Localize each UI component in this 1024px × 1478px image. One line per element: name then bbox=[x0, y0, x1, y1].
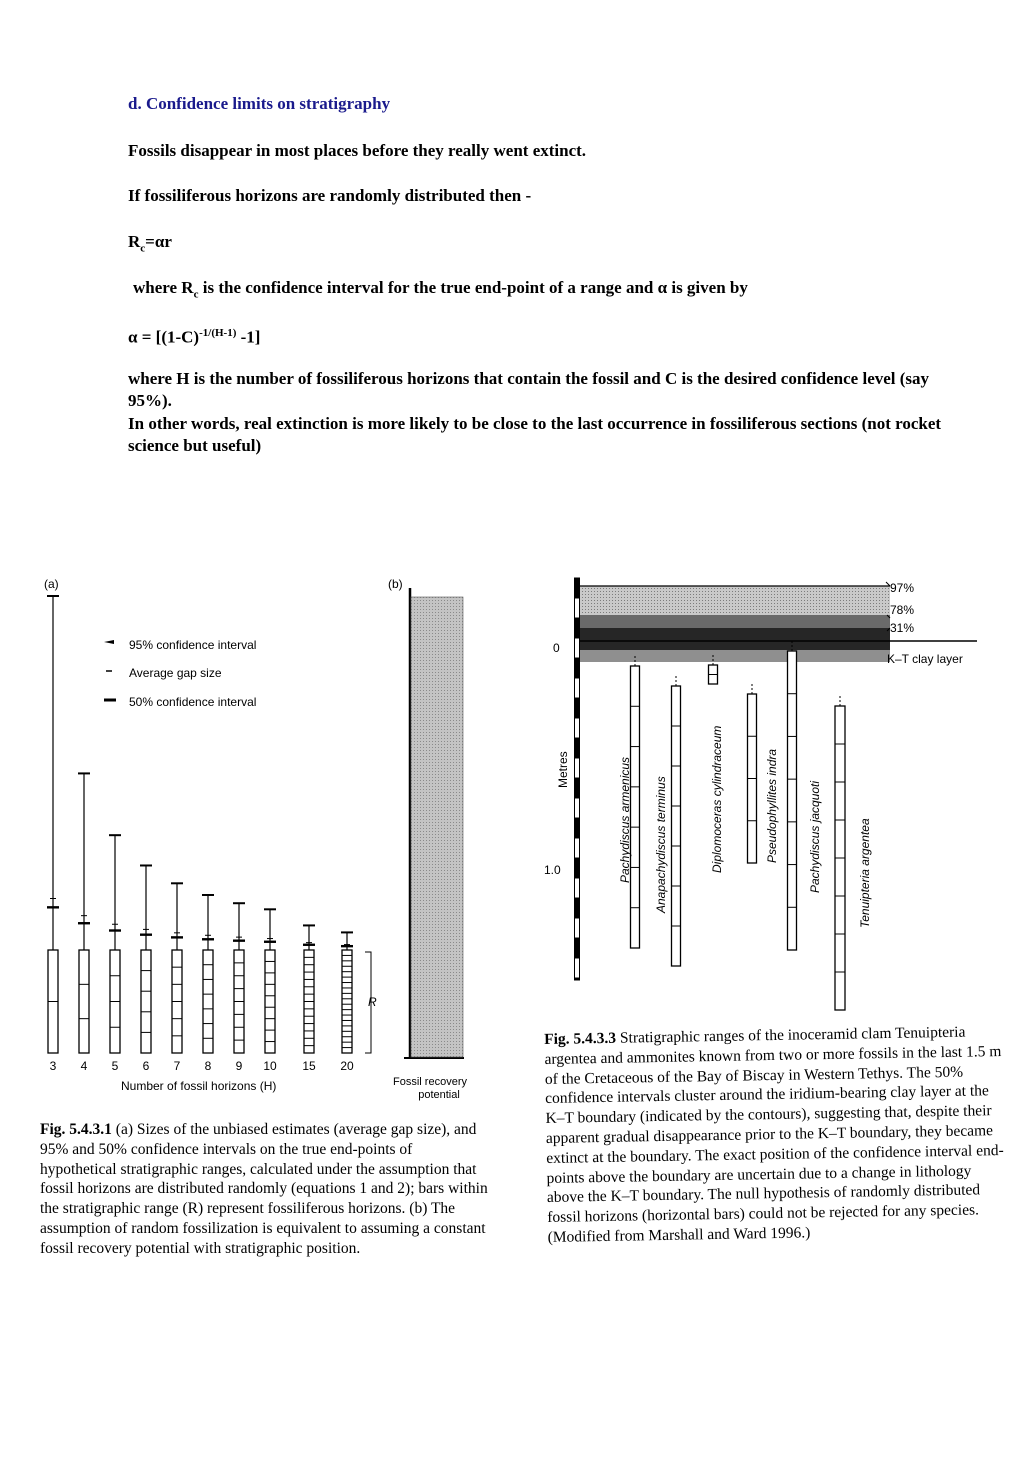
scale-segment bbox=[575, 698, 580, 718]
x-axis-label: Number of fossil horizons (H) bbox=[121, 1079, 277, 1093]
depth-scale bbox=[575, 578, 580, 980]
scale-segment bbox=[575, 758, 580, 778]
recovery-potential-area bbox=[411, 597, 463, 1057]
x-tick-label: 15 bbox=[302, 1059, 316, 1073]
scale-segment bbox=[575, 918, 580, 938]
clay-layer-band bbox=[580, 628, 890, 650]
panel-a-label: (a) bbox=[44, 577, 59, 591]
text-line-1: Fossils disappear in most places before they really went extinct. bbox=[128, 141, 587, 160]
x-tick-label: 5 bbox=[111, 1059, 119, 1073]
ci-column bbox=[109, 835, 121, 1073]
text-line-2: If fossiliferous horizons are randomly distributed then - bbox=[128, 186, 532, 205]
ci-column bbox=[78, 773, 90, 1073]
depth-label-1: 1.0 bbox=[544, 863, 561, 877]
contour-31-label: 31% bbox=[890, 621, 915, 635]
ci-column bbox=[171, 883, 183, 1073]
species-label-6: Tenuipteria argentea bbox=[858, 818, 872, 928]
ci-column bbox=[340, 932, 354, 1073]
fig1-caption: Fig. 5.4.3.1 (a) Sizes of the unbiased estimates (average gap size), and 95% and 50% confidence intervals on the true end-points of hypothetical stratigraphic ranges, calculated under the assumption that fossil horizons are distributed randomly (equations 1 and 2); bars within the stratigraphic range (R) represent fossiliferous horizons. (b) The assumption of random fossilization is equivalent to assuming a constant fossil recovery potential with stratigraphic position. bbox=[40, 1121, 488, 1257]
scale-segment bbox=[575, 958, 580, 978]
legend-gap: Average gap size bbox=[129, 666, 222, 680]
contour-97-label: 97% bbox=[890, 581, 915, 595]
ci-column bbox=[202, 895, 214, 1073]
clay-layer-label: K–T clay layer bbox=[887, 652, 963, 666]
ci-column bbox=[263, 909, 277, 1073]
range-box bbox=[79, 950, 89, 1053]
scale-segment bbox=[575, 718, 580, 738]
ci-column bbox=[140, 865, 152, 1073]
figure-kt-ranges bbox=[540, 570, 1000, 1020]
legend-50: 50% confidence interval bbox=[129, 695, 257, 709]
scale-segment bbox=[575, 858, 580, 878]
range-box bbox=[342, 950, 352, 1053]
text-line-4: where H is the number of fossiliferous horizons that contain the fossil and C is the desired confidence level (say 95%). bbox=[128, 369, 930, 410]
panel-b-xlabel-2: potential bbox=[418, 1089, 460, 1101]
x-tick-label: 4 bbox=[80, 1059, 88, 1073]
scale-segment bbox=[575, 638, 580, 658]
scale-segment bbox=[575, 818, 580, 838]
scale-segment bbox=[575, 738, 580, 758]
range-box bbox=[141, 950, 151, 1053]
scale-segment bbox=[575, 898, 580, 918]
range-box bbox=[203, 950, 213, 1053]
figure-confidence-intervals bbox=[30, 570, 500, 1105]
scale-segment bbox=[575, 578, 580, 598]
scale-segment bbox=[575, 978, 580, 980]
range-bar bbox=[788, 651, 797, 950]
range-bar bbox=[672, 686, 681, 966]
text-line-3: where $R_c$ is the confidence interval for the true end-point of a range and α is given by bbox=[133, 278, 748, 301]
species-range bbox=[672, 674, 681, 966]
species-range bbox=[788, 639, 797, 950]
scale-segment bbox=[575, 938, 580, 958]
species-label-1: Pachydiscus armenicus bbox=[618, 756, 632, 883]
x-tick-label: 7 bbox=[173, 1059, 181, 1073]
scale-segment bbox=[575, 798, 580, 818]
range-box bbox=[265, 950, 275, 1053]
species-range bbox=[748, 682, 757, 863]
ci-column bbox=[47, 596, 59, 1073]
panel-b-label: (b) bbox=[388, 577, 403, 591]
scale-segment bbox=[575, 678, 580, 698]
x-tick-label: 20 bbox=[340, 1059, 354, 1073]
fig2-caption: Fig. 5.4.3.3 Stratigraphic ranges of the inoceramid clam Tenuipteria argentea and ammonites known from two or more fossils in the last 1.5 m of the Cretaceous of the Bay of Biscay in Western Tethys. The 50% confidence intervals cluster around the iridium-bearing clay layer at the K–T boundary (indicated by the contours), suggesting that, despite their apparent gradual disappearance prior to the K–T boundary, they became extinct at the boundary. The exact position of the confidence interval end-points above the boundary are uncertain due to a change in lithology above the K–T boundary. The null hypothesis of randomly distributed fossil horizons (horizontal bars) could not be rejected for any species. (Modified from Marshall and Ward 1996.) bbox=[544, 1023, 1004, 1246]
scale-segment bbox=[575, 598, 580, 618]
legend bbox=[104, 638, 256, 709]
contour-31-band bbox=[580, 650, 890, 662]
species-label-3: Diplomoceras cylindraceum bbox=[710, 725, 724, 873]
x-tick-label: 3 bbox=[49, 1059, 57, 1073]
x-tick-label: 10 bbox=[263, 1059, 277, 1073]
formula-rc: $R_c=\alpha r$ bbox=[128, 232, 172, 255]
species-label-4: Pseudophyllites indra bbox=[765, 748, 779, 863]
formula-alpha: $\alpha = [(1-C)^{-1/(H-1)}$ -1] bbox=[128, 327, 261, 347]
species-range bbox=[835, 694, 845, 1010]
text-line-5: In other words, real extinction is more likely to be close to the last occurrence in fossiliferous sections (not rocket science but useful) bbox=[128, 414, 942, 455]
species-label-2: Anapachydiscus terminus bbox=[654, 776, 668, 913]
species-label-5: Pachydiscus jacquoti bbox=[808, 780, 822, 893]
x-tick-label: 6 bbox=[142, 1059, 150, 1073]
scale-segment bbox=[575, 778, 580, 798]
x-tick-label: 8 bbox=[204, 1059, 212, 1073]
legend-95-marker bbox=[104, 640, 114, 644]
scale-segment bbox=[575, 878, 580, 898]
metres-label: Metres bbox=[556, 751, 570, 788]
panel-b-xlabel-1: Fossil recovery bbox=[393, 1076, 467, 1088]
contour-78-label: 78% bbox=[890, 603, 915, 617]
scale-segment bbox=[575, 618, 580, 638]
scale-segment bbox=[575, 838, 580, 858]
legend-95: 95% confidence interval bbox=[129, 638, 257, 652]
x-tick-label: 9 bbox=[235, 1059, 243, 1073]
scale-segment bbox=[575, 658, 580, 678]
depth-label-0: 0 bbox=[553, 641, 560, 655]
ci-column bbox=[233, 903, 245, 1073]
range-label: R bbox=[368, 995, 377, 1009]
ci-column bbox=[302, 925, 316, 1073]
section-heading: d. Confidence limits on stratigraphy bbox=[128, 94, 391, 113]
